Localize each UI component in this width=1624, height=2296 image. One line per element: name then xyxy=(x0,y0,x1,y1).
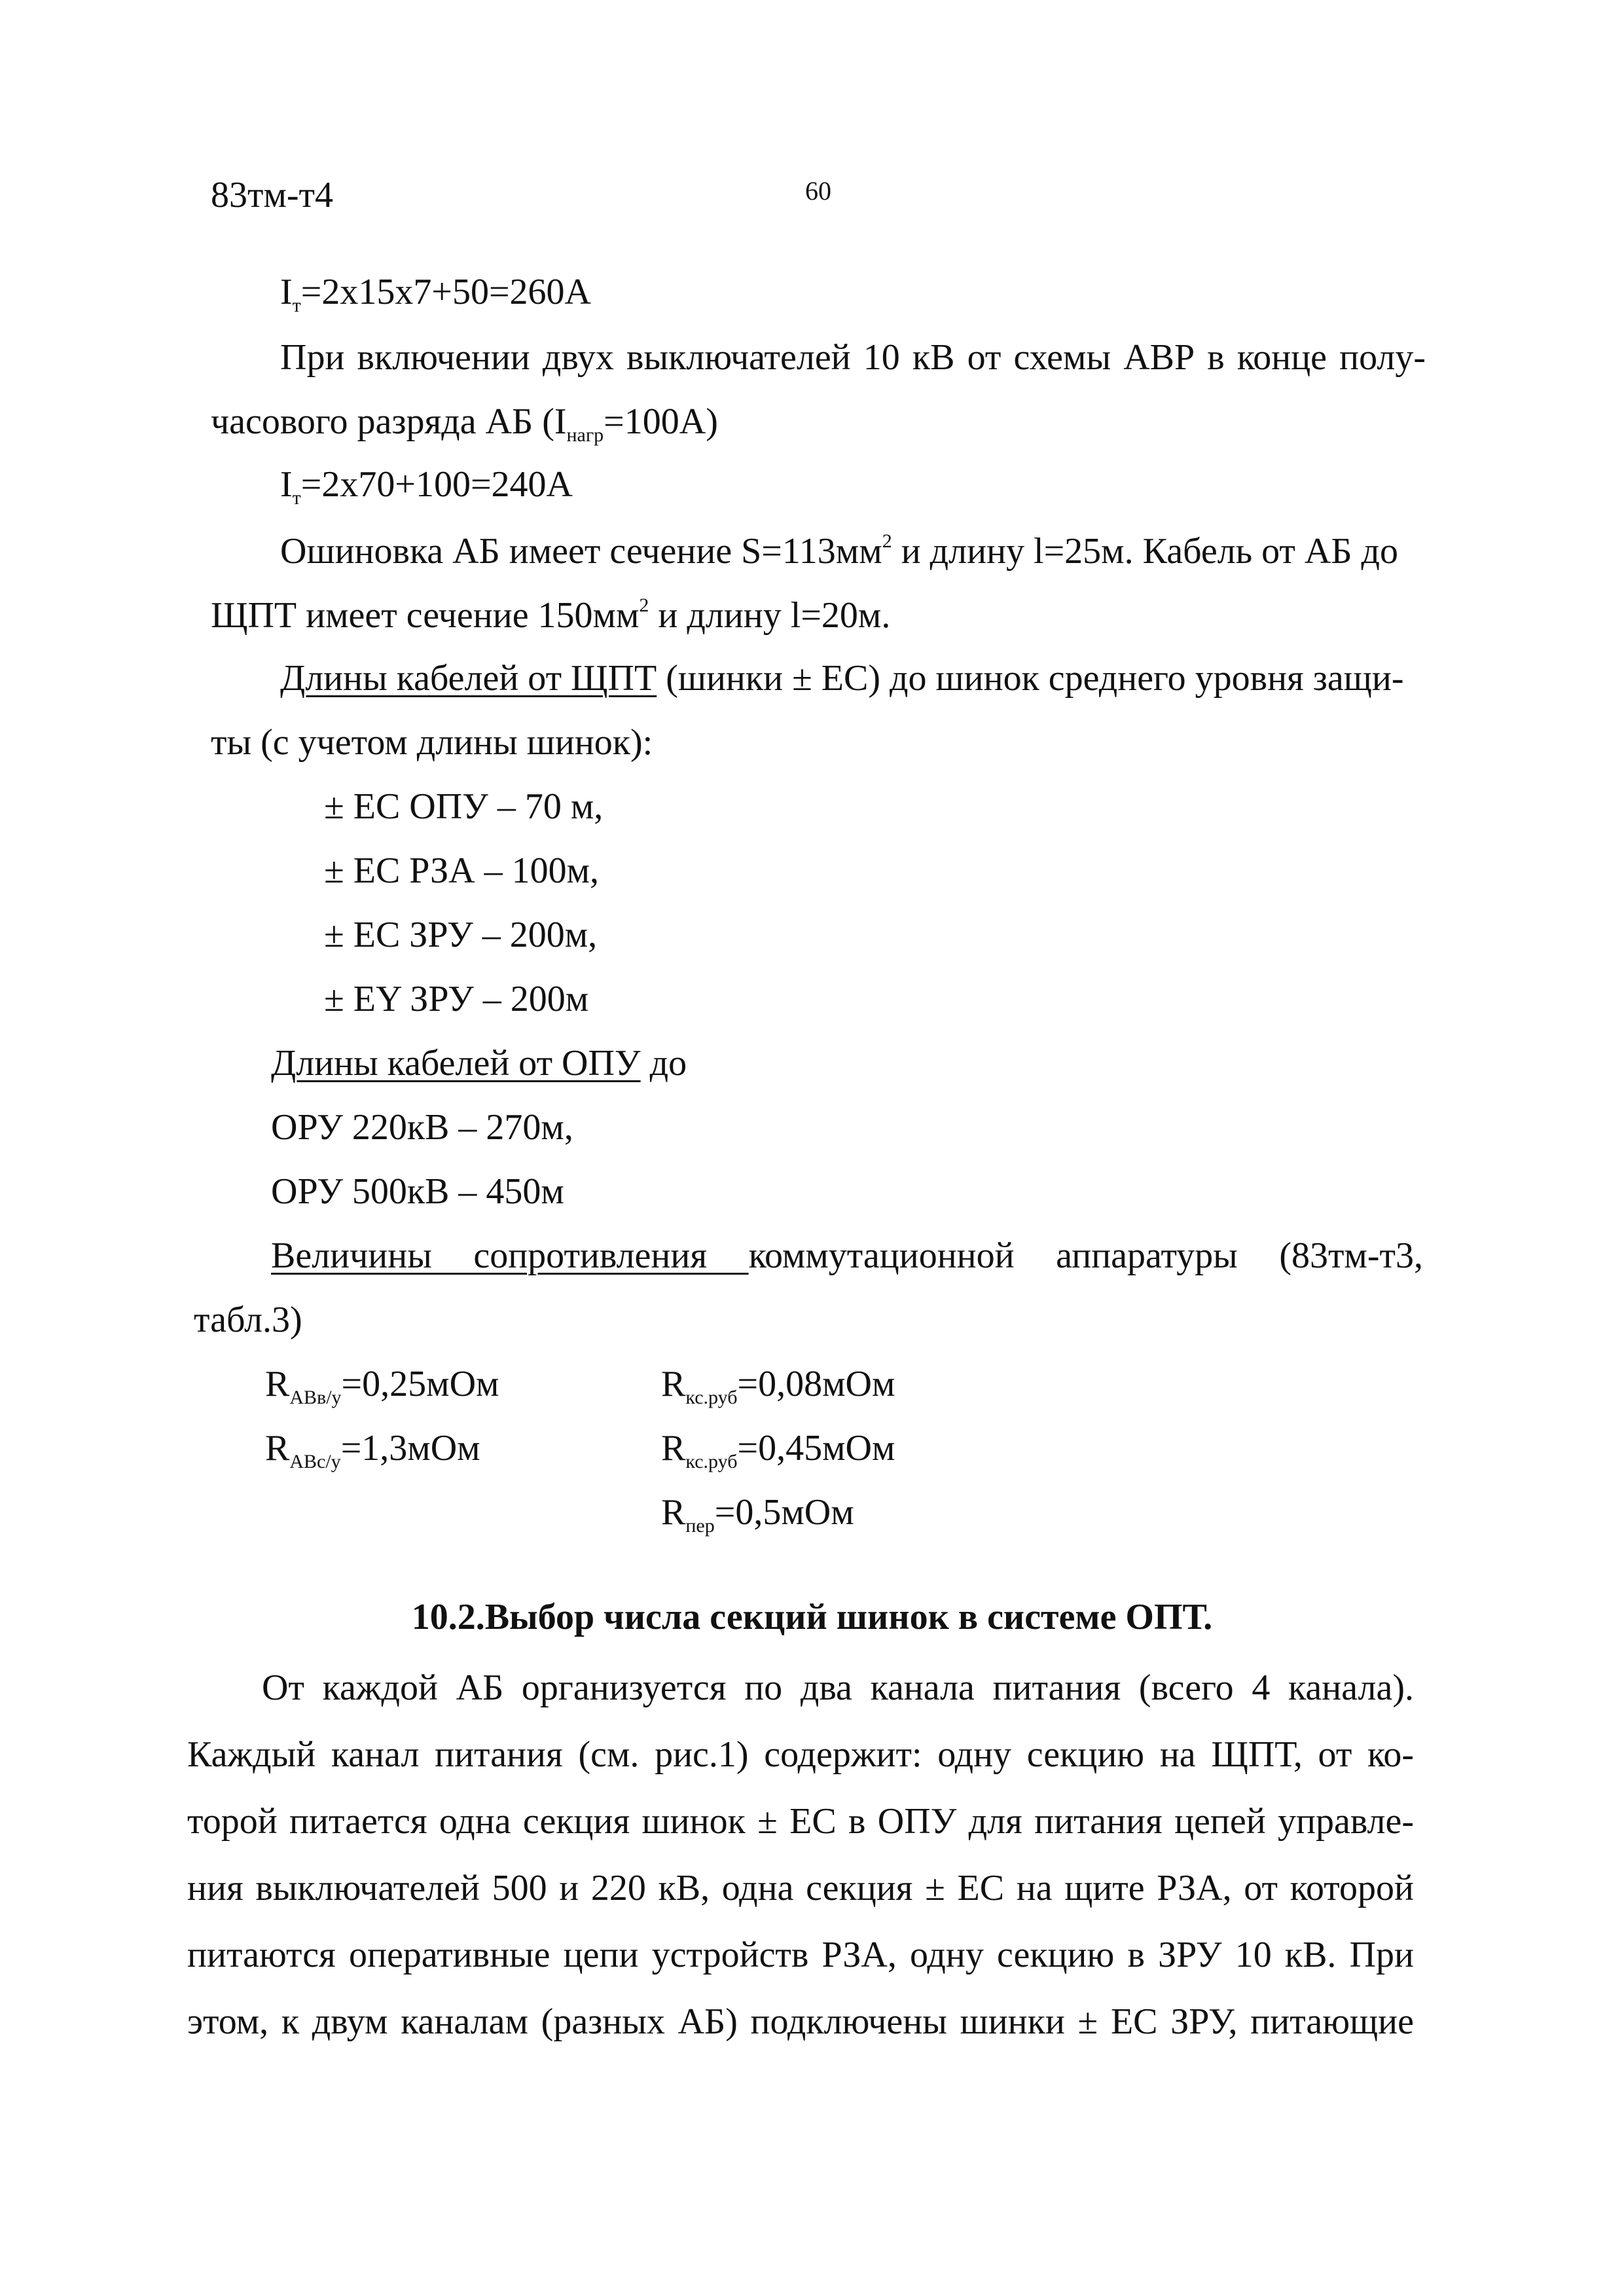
cable-length-item: ± ЕС РЗА – 100м, xyxy=(324,850,600,891)
resistance-value: $R_{АВв/у}=0,25мОм$ xyxy=(265,1364,499,1408)
cable-length-item: ± ЕY ЗРУ – 200м xyxy=(324,979,589,1019)
resistance-value: $R_{пер}=0,5мОм$ xyxy=(661,1492,854,1537)
paragraph-line: От каждой АБ организуется по два канала питания (всего 4 канала). xyxy=(262,1667,1414,1708)
cable-length-item: ± ЕС ЗРУ – 200м, xyxy=(324,915,598,955)
cable-length-item: ± ЕС ОПУ – 70 м, xyxy=(324,786,604,827)
resistance-value: $R_{кс.руб}=0,45мОм$ xyxy=(661,1428,895,1472)
paragraph-line: Каждый канал питания (см. рис.1) содержит: одну секцию на ЩПТ, от ко- xyxy=(187,1734,1414,1775)
paragraph-line: ЩПТ имеет сечение $150мм^2$ и длину l=20м. xyxy=(211,594,891,636)
document-code: 83тм-т4 xyxy=(211,175,334,215)
cable-length-item: ОРУ 500кВ – 450м xyxy=(271,1171,564,1212)
paragraph-line: табл.3) xyxy=(194,1300,302,1340)
page-number: 60 xyxy=(805,176,831,206)
resistance-value: $R_{АВс/у}=1,3мОм$ xyxy=(265,1428,480,1472)
paragraph-line: Длины кабелей от ОПУ до xyxy=(271,1043,687,1084)
paragraph-line: При включении двух выключателей 10 кВ от схемы АВР в конце полу- xyxy=(280,337,1426,378)
underlined-heading: Длины кабелей от ОПУ xyxy=(271,1043,641,1084)
paragraph-line: Величины сопротивления коммутационной аппаратуры (83тм-т3, xyxy=(271,1235,1423,1276)
resistance-value: $R_{кс.руб}=0,08мОм$ xyxy=(661,1364,895,1408)
paragraph-line: торой питается одна секция шинок ± ЕС в ОПУ для питания цепей управле- xyxy=(187,1801,1414,1842)
section-heading: 10.2.Выбор числа секций шинок в системе ОПТ. xyxy=(411,1597,1213,1637)
paragraph-line: ния выключателей 500 и 220 кВ, одна секция ± ЕС на щите РЗА, от которой xyxy=(187,1868,1414,1908)
paragraph-line: часового разряда АБ $(I_{нагр}=100А)$ xyxy=(211,401,718,446)
cable-length-item: ОРУ 220кВ – 270м, xyxy=(271,1107,573,1148)
paragraph-line: питаются оперативные цепи устройств РЗА, одну секцию в ЗРУ 10 кВ. При xyxy=(187,1935,1414,1975)
paragraph-line: Длины кабелей от ЩПТ (шинки ± ЕС) до шинок среднего уровня защи- xyxy=(280,658,1404,699)
underlined-heading: Длины кабелей от ЩПТ xyxy=(280,658,657,699)
formula-current-2: $I_т=2х70+100=240А$ xyxy=(280,464,573,509)
underlined-heading: Величины сопротивления xyxy=(271,1235,749,1276)
paragraph-line: этом, к двум каналам (разных АБ) подключены шинки ± ЕС ЗРУ, питающие xyxy=(187,2001,1414,2042)
paragraph-line: Ошиновка АБ имеет сечение $S=113мм^2$ и длину l=25м. Кабель от АБ до xyxy=(280,530,1398,572)
formula-current-1: $I_т=2х15х7+50=260А$ xyxy=(280,272,591,316)
paragraph-line: ты (с учетом длины шинок): xyxy=(211,722,653,763)
